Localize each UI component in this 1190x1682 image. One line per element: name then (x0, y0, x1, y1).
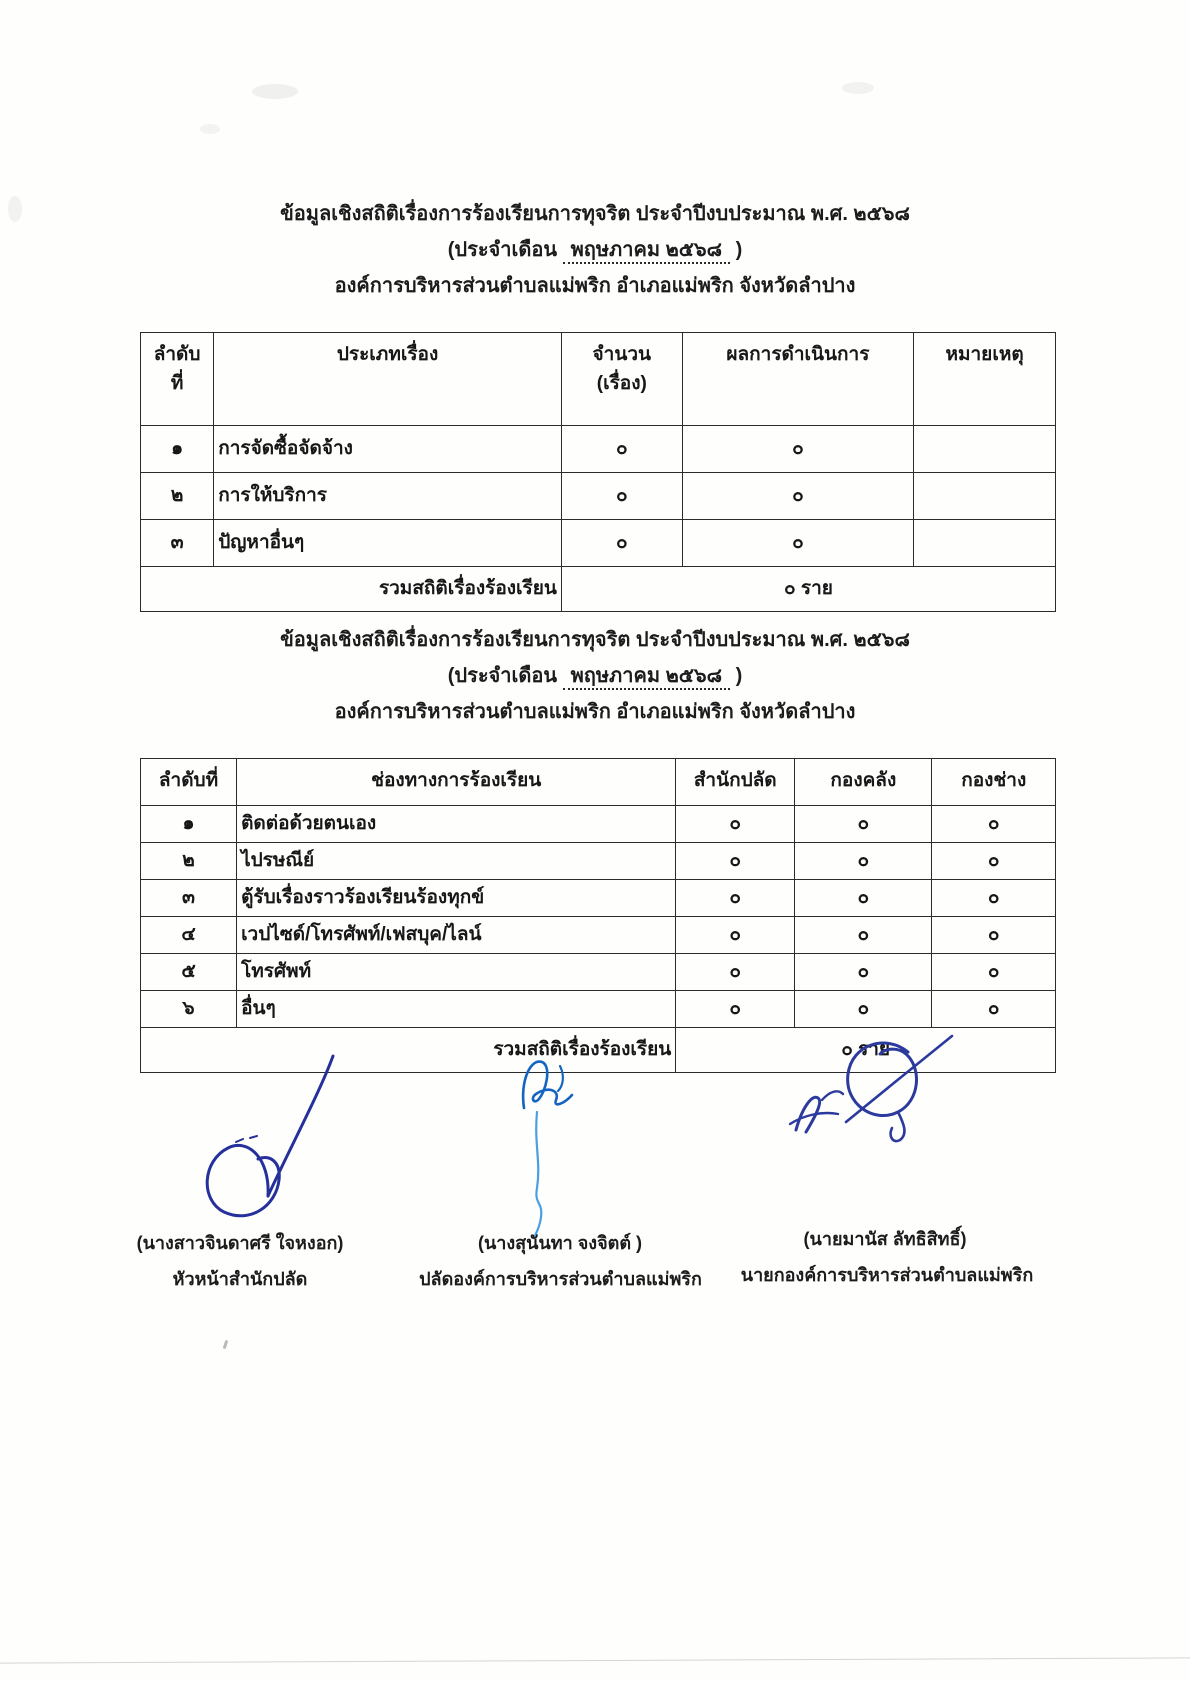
table-row (141, 880, 1056, 917)
cell-finance: ๐ (795, 954, 932, 991)
cell-result: ๐ (682, 520, 914, 567)
signature-1-name: (นางสาวจินดาศรี ใจหงอก) (136, 1233, 344, 1253)
table-row (141, 806, 1056, 843)
cell-finance: ๐ (795, 806, 932, 843)
cell-order-no: ๖ (141, 991, 237, 1028)
header-count-line1: จำนวน (592, 344, 651, 365)
header-order-no (141, 333, 214, 426)
cell-order-no: ๓ (141, 880, 237, 917)
header-works-division: กองช่าง (932, 759, 1056, 806)
cell-works: ๐ (932, 806, 1056, 843)
summary-label: รวมสถิติเรื่องร้องเรียน (141, 567, 562, 612)
scan-edge-line (0, 1657, 1190, 1663)
table-row (141, 473, 1056, 520)
cell-order-no: ๕ (141, 954, 237, 991)
table-summary-row (141, 567, 1056, 612)
cell-count: ๐ (561, 520, 682, 567)
cell-order-no: ๑ (141, 806, 237, 843)
header-office-clerk: สำนักปลัด (676, 759, 795, 806)
cell-order-no: ๒ (141, 843, 237, 880)
cell-result: ๐ (682, 473, 914, 520)
signature-3-role: นายกองค์การบริหารส่วนตำบลแม่พริก (740, 1265, 1034, 1285)
table-row (141, 426, 1056, 473)
cell-office-clerk: ๐ (676, 917, 795, 954)
cell-works: ๐ (932, 991, 1056, 1028)
table-summary-row (141, 1028, 1056, 1073)
cell-remarks (914, 473, 1056, 520)
cell-channel: อื่นๆ (237, 991, 676, 1028)
header-finance-division: กองคลัง (795, 759, 932, 806)
scan-smudge (842, 82, 874, 94)
signature-3-name: (นายมานัส ลัทธิสิทธิ์) (803, 1229, 967, 1249)
complaint-channel-table (140, 758, 1056, 1073)
cell-result: ๐ (682, 426, 914, 473)
header-channel: ช่องทางการร้องเรียน (237, 759, 676, 806)
cell-remarks (914, 520, 1056, 567)
cell-works: ๐ (932, 954, 1056, 991)
cell-channel: ไปรษณีย์ (237, 843, 676, 880)
table-header-row (141, 333, 1056, 426)
cell-complaint-type: การให้บริการ (214, 473, 562, 520)
cell-channel: เวปไซด์/โทรศัพท์/เฟสบุค/ไลน์ (237, 917, 676, 954)
cell-office-clerk: ๐ (676, 954, 795, 991)
section2-title-block (0, 622, 1190, 730)
cell-count: ๐ (561, 426, 682, 473)
summary-value: ๐ ราย (561, 567, 1055, 612)
cell-finance: ๐ (795, 880, 932, 917)
header-count-line2: (เรื่อง) (596, 373, 647, 395)
header-count (561, 333, 682, 426)
header-result: ผลการดำเนินการ (682, 333, 914, 426)
cell-finance: ๐ (795, 917, 932, 954)
signature-1-ink (207, 1056, 333, 1216)
table-row (141, 954, 1056, 991)
header-order-line1: ลำดับ (153, 344, 201, 365)
ink-speck (223, 1340, 229, 1349)
table-row (141, 520, 1056, 567)
header-order-line2: ที่ (170, 373, 184, 395)
month-label-prefix: (ประจำเดือน (447, 665, 558, 687)
month-label-prefix: (ประจำเดือน (447, 239, 558, 261)
table-row (141, 991, 1056, 1028)
scan-smudge (200, 124, 220, 134)
signature-1-role: หัวหน้าสำนักปลัด (172, 1269, 308, 1289)
section2-title-line1: ข้อมูลเชิงสถิติเรื่องการร้องเรียนการทุจริต ประจำปีงบประมาณ พ.ศ. ๒๕๖๘ (280, 629, 910, 651)
cell-channel: โทรศัพท์ (237, 954, 676, 991)
signature-2-name: (นางสุนันทา จงจิตต์ ) (477, 1233, 643, 1253)
section1-title-line2 (0, 232, 1190, 268)
cell-office-clerk: ๐ (676, 806, 795, 843)
header-remarks: หมายเหตุ (914, 333, 1056, 426)
section1-title-line1: ข้อมูลเชิงสถิติเรื่องการร้องเรียนการทุจริต ประจำปีงบประมาณ พ.ศ. ๒๕๖๘ (280, 203, 910, 225)
table-row (141, 917, 1056, 954)
cell-channel: ติดต่อด้วยตนเอง (237, 806, 676, 843)
cell-complaint-type: ปัญหาอื่นๆ (214, 520, 562, 567)
cell-works: ๐ (932, 917, 1056, 954)
cell-finance: ๐ (795, 991, 932, 1028)
header-order-no: ลำดับที่ (141, 759, 237, 806)
signature-2-ink (523, 1062, 572, 1238)
cell-office-clerk: ๐ (676, 991, 795, 1028)
cell-order-no: ๒ (141, 473, 214, 520)
month-value: พฤษภาคม ๒๕๖๘ (563, 665, 730, 690)
complaint-type-table (140, 332, 1056, 612)
scan-smudge (252, 84, 298, 99)
cell-remarks (914, 426, 1056, 473)
cell-office-clerk: ๐ (676, 843, 795, 880)
cell-order-no: ๔ (141, 917, 237, 954)
summary-value: ๐ ราย (676, 1028, 1056, 1073)
table-row (141, 843, 1056, 880)
summary-label: รวมสถิติเรื่องร้องเรียน (141, 1028, 676, 1073)
cell-office-clerk: ๐ (676, 880, 795, 917)
cell-count: ๐ (561, 473, 682, 520)
table-header-row (141, 759, 1056, 806)
cell-complaint-type: การจัดซื้อจัดจ้าง (214, 426, 562, 473)
cell-works: ๐ (932, 843, 1056, 880)
month-value: พฤษภาคม ๒๕๖๘ (563, 239, 730, 264)
section2-title-line3: องค์การบริหารส่วนตำบลแม่พริก อำเภอแม่พริก จังหวัดลำปาง (334, 701, 856, 723)
header-complaint-type: ประเภทเรื่อง (214, 333, 562, 426)
cell-works: ๐ (932, 880, 1056, 917)
cell-channel: ตู้รับเรื่องราวร้องเรียนร้องทุกข์ (237, 880, 676, 917)
signature-2-role: ปลัดองค์การบริหารส่วนตำบลแม่พริก (419, 1269, 702, 1289)
cell-order-no: ๑ (141, 426, 214, 473)
cell-order-no: ๓ (141, 520, 214, 567)
cell-finance: ๐ (795, 843, 932, 880)
month-label-suffix: ) (735, 239, 743, 261)
section1-title-line3: องค์การบริหารส่วนตำบลแม่พริก อำเภอแม่พริก จังหวัดลำปาง (334, 275, 856, 297)
section2-title-line2 (0, 658, 1190, 694)
section1-title-block (0, 196, 1190, 304)
month-label-suffix: ) (735, 665, 743, 687)
